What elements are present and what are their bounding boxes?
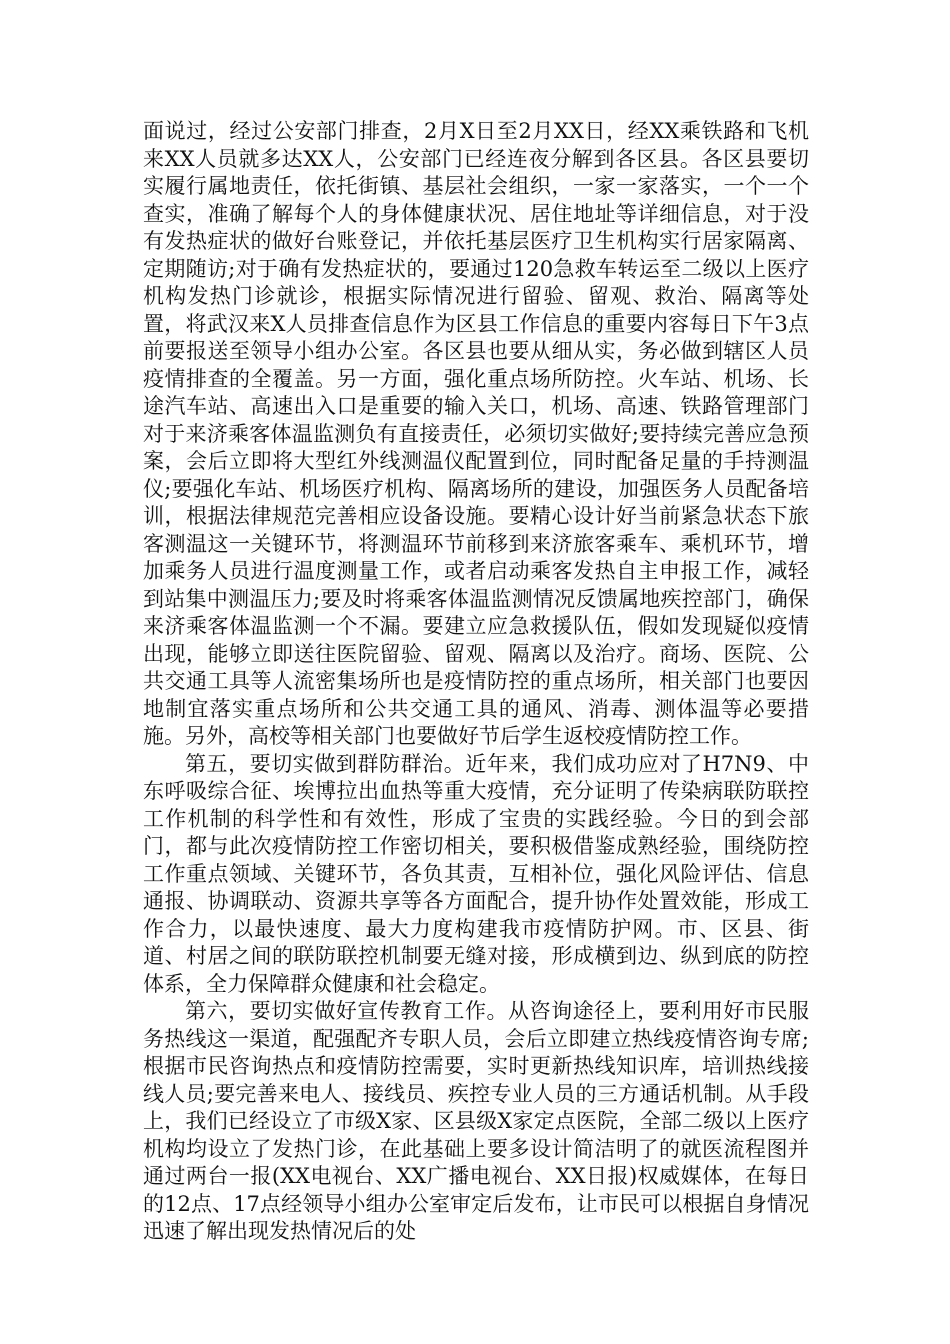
- paragraph-2: 第五，要切实做到群防群治。近年来，我们成功应对了H7N9、中东呼吸综合征、埃博拉出血热等重大疫情，充分证明了传染病联防联控工作机制的科学性和有效性，形成了宝贵的实践经验。今日的到会部门，都与此次疫情防控工作密切相关，要积极借鉴成熟经验，围绕防控工作重点领域、关键环节，各负其责，互相补位，强化风险评估、信息通报、协调联动、资源共享等各方面配合，提升协作处置效能，形成工作合力，以最快速度、最大力度构建我市疫情防护网。市、区县、街道、村居之间的联防联控机制要无缝对接，形成横到边、纵到底的防控体系，全力保障群众健康和社会稳定。: [143, 751, 809, 996]
- document-body: [143, 118, 809, 1246]
- paragraph-1: 面说过，经过公安部门排查，2月X日至2月XX日，经XX乘铁路和飞机来XX人员就多达XX人，公安部门已经连夜分解到各区县。各区县要切实履行属地责任，依托街镇、基层社会组织，一家一家落实，一个一个查实，准确了解每个人的身体健康状况、居住地址等详细信息，对于没有发热症状的做好台账登记，并依托基层医疗卫生机构实行居家隔离、定期随访;对于确有发热症状的，要通过120急救车转运至二级以上医疗机构发热门诊就诊，根据实际情况进行留验、留观、救治、隔离等处置，将武汉来X人员排查信息作为区县工作信息的重要内容每日下午3点前要报送至领导小组办公室。各区县也要从细从实，务必做到辖区人员疫情排查的全覆盖。另一方面，强化重点场所防控。火车站、机场、长途汽车站、高速出入口是重要的输入关口，机场、高速、铁路管理部门对于来济乘客体温监测负有直接责任，必须切实做好;要持续完善应急预案，会后立即将大型红外线测温仪配置到位，同时配备足量的手持测温仪;要强化车站、机场医疗机构、隔离场所的建设，加强医务人员配备培训，根据法律规范完善相应设备设施。要精心设计好当前紧急状态下旅客测温这一关键环节，将测温环节前移到来济旅客乘车、乘机环节，增加乘务人员进行温度测量工作，或者启动乘客发热自主申报工作，减轻到站集中测温压力;要及时将乘客体温监测情况反馈属地疾控部门，确保来济乘客体温监测一个不漏。要建立应急救援队伍，假如发现疑似疫情出现，能够立即送往医院留验、留观、隔离以及治疗。商场、医院、公共交通工具等人流密集场所也是疫情防控的重点场所，相关部门也要因地制宜落实重点场所和公共交通工具的通风、消毒、测体温等必要措施。另外，高校等相关部门也要做好节后学生返校疫情防控工作。: [143, 119, 809, 748]
- paragraph-3: 第六，要切实做好宣传教育工作。从咨询途径上，要利用好市民服务热线这一渠道，配强配齐专职人员，会后立即建立热线疫情咨询专席;根据市民咨询热点和疫情防控需要，实时更新热线知识库，培训热线接线人员;要完善来电人、接线员、疾控专业人员的三方通话机制。从手段上，我们已经设立了市级X家、区县级X家定点医院，全部二级以上医疗机构均设立了发热门诊，在此基础上要多设计简洁明了的就医流程图并通过两台一报(XX电视台、XX广播电视台、XX日报)权威媒体，在每日的12点、17点经领导小组办公室审定后发布，让市民可以根据自身情况迅速了解出现发热情况后的处: [143, 999, 809, 1243]
